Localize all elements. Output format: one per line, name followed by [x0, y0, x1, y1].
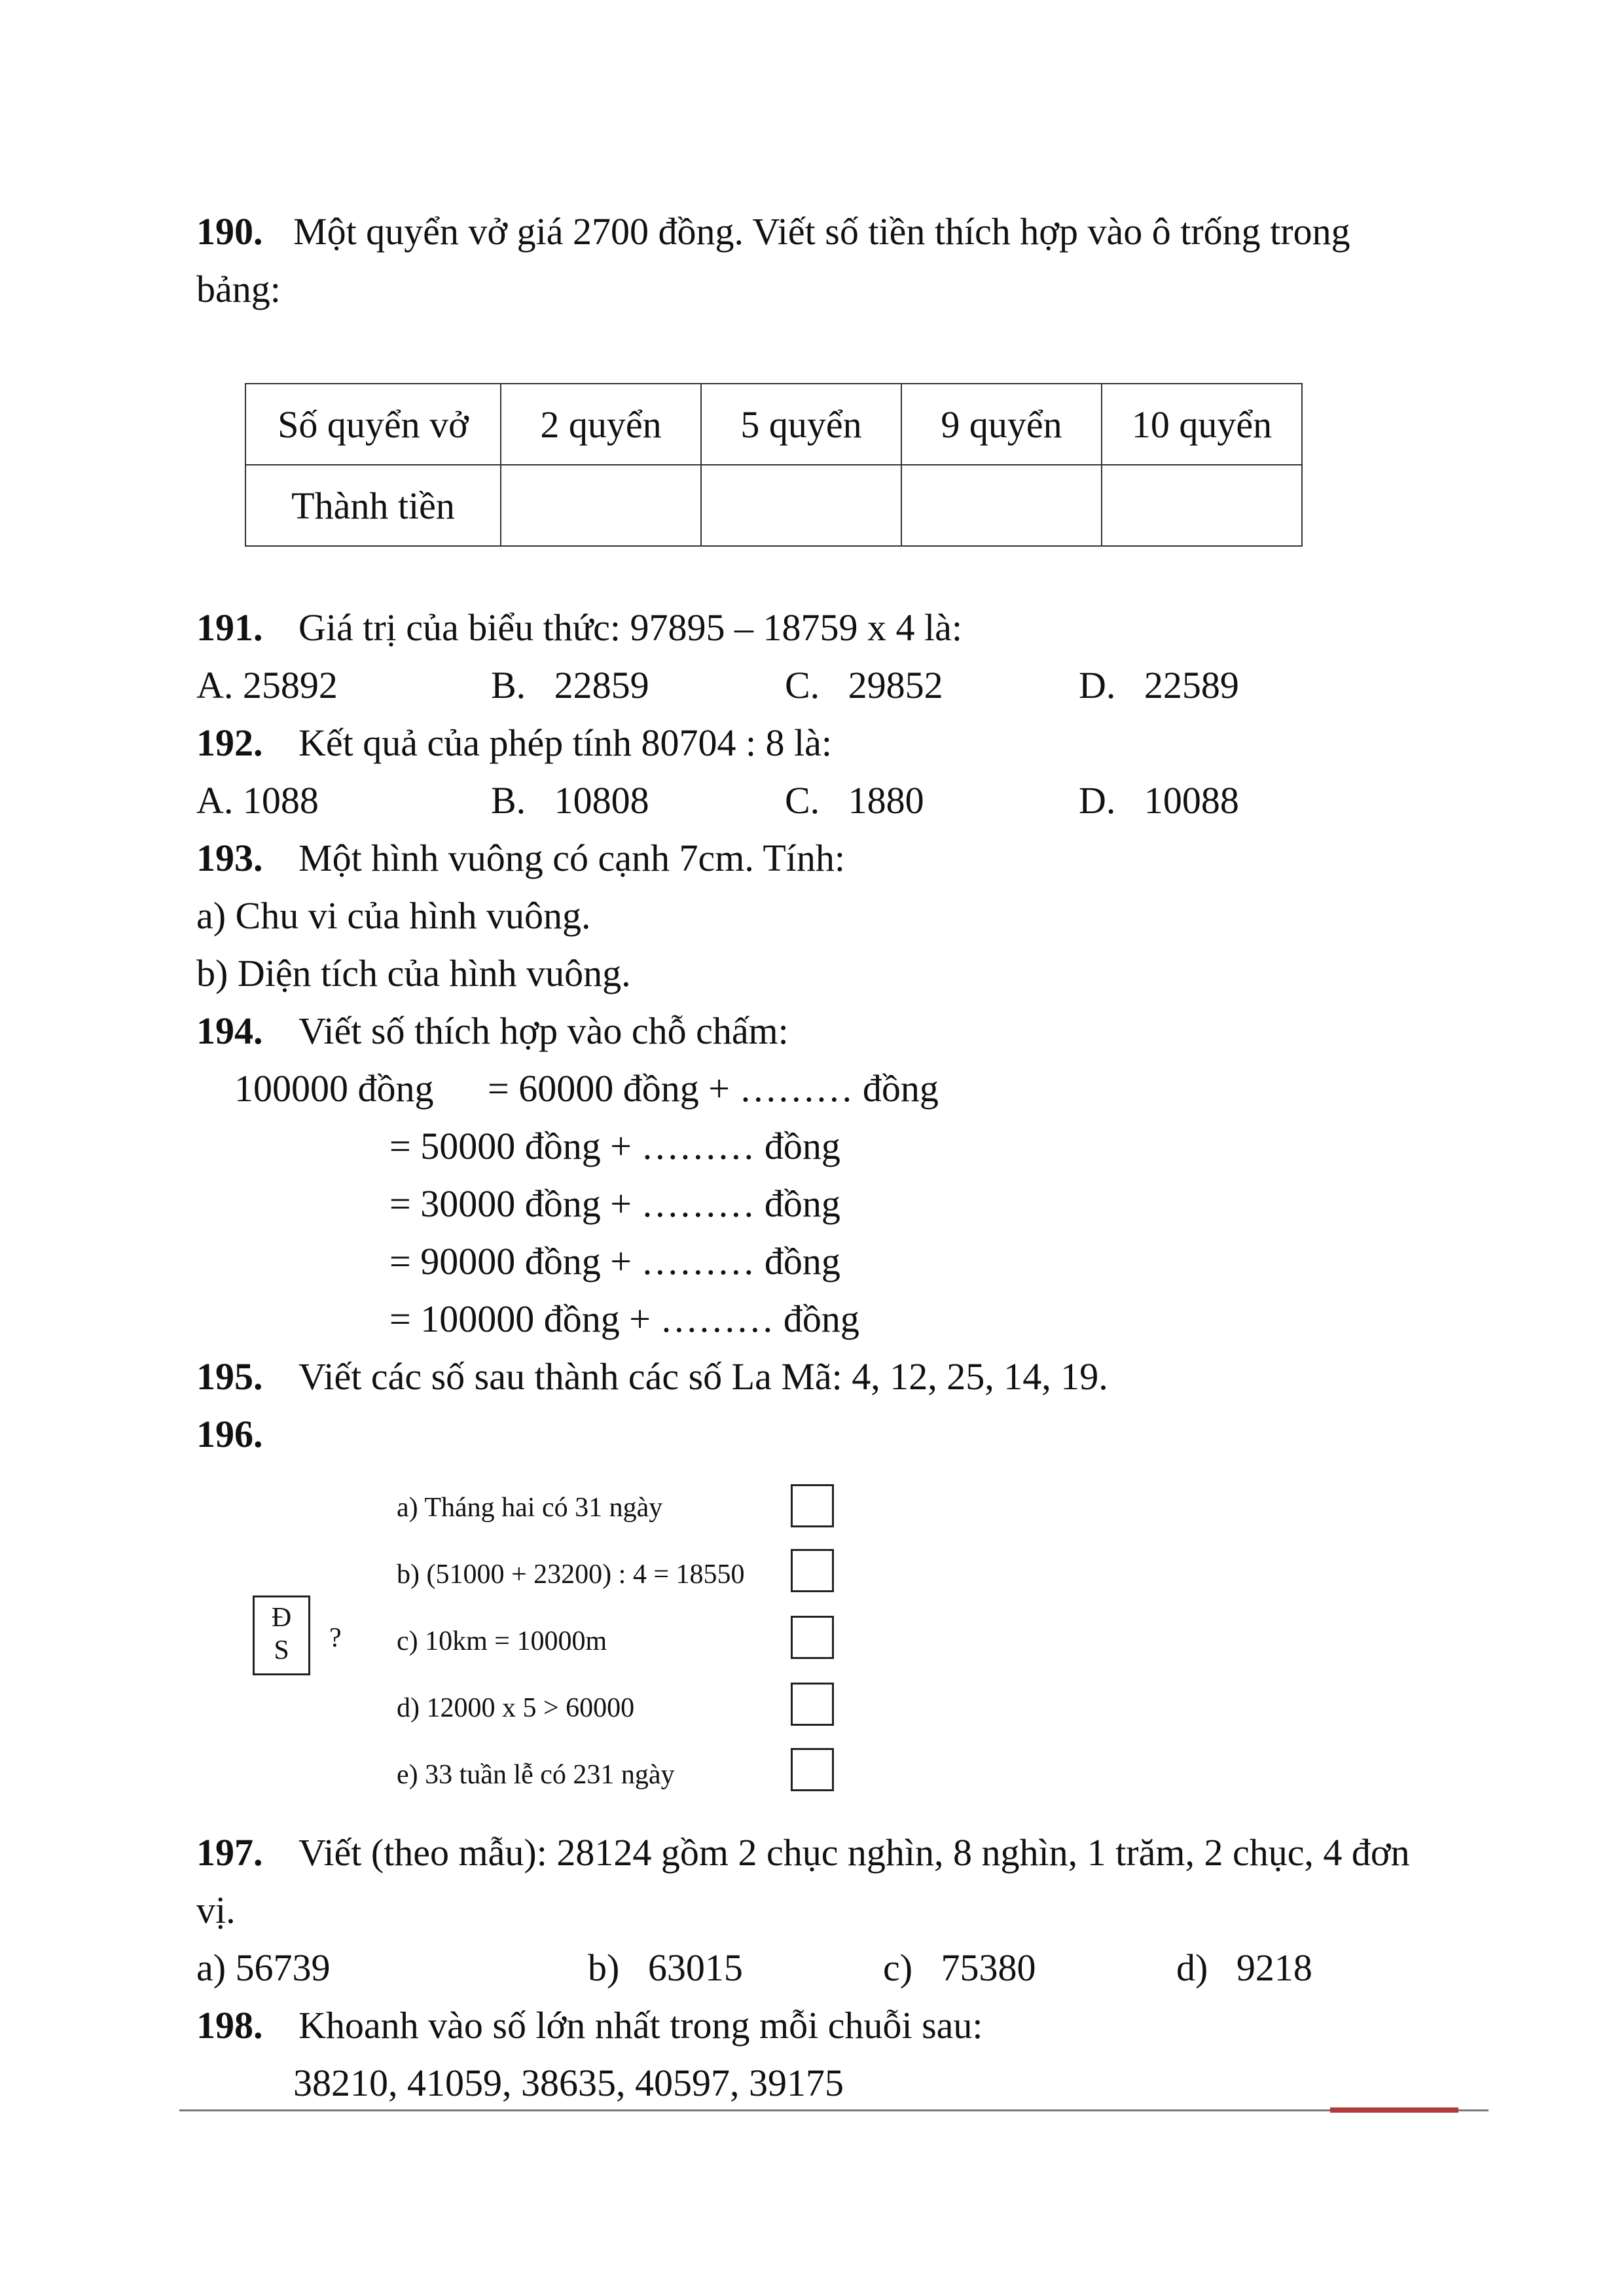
- answer-cell[interactable]: [1102, 465, 1302, 546]
- question-text: Viết các số sau thành các số La Mã: 4, 12, 25, 14, 19.: [298, 1355, 1108, 1398]
- answer-checkbox[interactable]: [791, 1549, 834, 1592]
- footer-accent-bar: [1330, 2107, 1458, 2113]
- table-header-cell: 10 quyển: [1102, 384, 1302, 465]
- footer-divider: [179, 2109, 1489, 2111]
- question-text: Khoanh vào số lớn nhất trong mỗi chuỗi sau:: [298, 2004, 983, 2047]
- option-b: b) 63015: [588, 1946, 743, 1989]
- true-label: Đ: [271, 1603, 292, 1633]
- question-mark: ?: [329, 1623, 342, 1653]
- q197-question: [196, 1824, 1410, 1882]
- statement-a: a) Tháng hai có 31 ngày: [397, 1493, 663, 1523]
- q196-question: [196, 1406, 263, 1463]
- question-number: 194.: [196, 1010, 263, 1052]
- option-d: d) 9218: [1176, 1946, 1312, 1989]
- table-row: [245, 384, 1302, 465]
- answer-cell[interactable]: [501, 465, 701, 546]
- question-number: 193.: [196, 837, 263, 879]
- question-text: Viết (theo mẫu): 28124 gồm 2 chục nghìn, 8 nghìn, 1 trăm, 2 chục, 4 đơn: [298, 1831, 1410, 1874]
- q194-question: [196, 1002, 789, 1060]
- q197-text-continued: vị.: [196, 1889, 236, 1931]
- table-row-label: Thành tiền: [245, 465, 501, 546]
- option-b[interactable]: B. 10808: [491, 779, 649, 822]
- option-d[interactable]: D. 22589: [1079, 664, 1239, 706]
- q194-line: = 90000 đồng + ……… đồng: [389, 1240, 840, 1283]
- answer-checkbox[interactable]: [791, 1683, 834, 1726]
- option-c[interactable]: C. 29852: [785, 664, 943, 706]
- option-a[interactable]: A. 1088: [196, 779, 319, 822]
- option-c[interactable]: C. 1880: [785, 779, 924, 822]
- answer-cell[interactable]: [901, 465, 1102, 546]
- q190-text: Một quyển vở giá 2700 đồng. Viết số tiền thích hợp vào ô trống trong bảng:: [196, 210, 1350, 310]
- statement-d: d) 12000 x 5 > 60000: [397, 1693, 635, 1723]
- option-d[interactable]: D. 10088: [1079, 779, 1239, 822]
- statement-b: b) (51000 + 23200) : 4 = 18550: [397, 1559, 745, 1590]
- false-label: S: [274, 1635, 289, 1666]
- table-header-cell: Số quyển vở: [245, 384, 501, 465]
- question-number: 198.: [196, 2004, 263, 2047]
- option-b[interactable]: B. 22859: [491, 664, 649, 706]
- answer-cell[interactable]: [701, 465, 901, 546]
- q192-question: [196, 714, 832, 772]
- q194-line: = 100000 đồng + ……… đồng: [389, 1298, 859, 1340]
- q198-series: 38210, 41059, 38635, 40597, 39175: [293, 2062, 844, 2104]
- question-text: Viết số thích hợp vào chỗ chấm:: [298, 1010, 789, 1052]
- statement-c: c) 10km = 10000m: [397, 1626, 607, 1656]
- question-number: 192.: [196, 721, 263, 764]
- table-row: [245, 465, 1302, 546]
- q193-part-b: b) Diện tích của hình vuông.: [196, 952, 631, 994]
- table-header-cell: 9 quyển: [901, 384, 1102, 465]
- q194-line: = 30000 đồng + ……… đồng: [389, 1182, 840, 1225]
- q191-question: [196, 599, 962, 657]
- q193-question: [196, 829, 845, 887]
- q195-question: [196, 1348, 1108, 1406]
- price-table: [245, 383, 1303, 547]
- option-c: c) 75380: [883, 1946, 1036, 1989]
- q194-line: = 60000 đồng + ……… đồng: [488, 1067, 939, 1110]
- question-text: Giá trị của biểu thức: 97895 – 18759 x 4 là:: [298, 606, 963, 649]
- question-number: 191.: [196, 606, 263, 649]
- q193-part-a: a) Chu vi của hình vuông.: [196, 894, 591, 937]
- table-header-cell: 2 quyển: [501, 384, 701, 465]
- question-number: 195.: [196, 1355, 263, 1398]
- option-a: a) 56739: [196, 1946, 331, 1989]
- question-number: 190.: [196, 210, 263, 253]
- answer-checkbox[interactable]: [791, 1484, 834, 1527]
- statement-e: e) 33 tuần lễ có 231 ngày: [397, 1760, 675, 1790]
- question-number: 196.: [196, 1413, 263, 1455]
- answer-checkbox[interactable]: [791, 1616, 834, 1659]
- q198-question: [196, 1997, 983, 2054]
- question-number: 197.: [196, 1831, 263, 1874]
- true-false-legend: [253, 1595, 310, 1675]
- table-header-cell: 5 quyển: [701, 384, 901, 465]
- option-a[interactable]: A. 25892: [196, 664, 338, 706]
- q194-lhs: 100000 đồng: [234, 1067, 434, 1110]
- answer-checkbox[interactable]: [791, 1748, 834, 1791]
- question-text: Một hình vuông có cạnh 7cm. Tính:: [298, 837, 845, 879]
- q194-line: = 50000 đồng + ……… đồng: [389, 1125, 840, 1167]
- question-text: Kết quả của phép tính 80704 : 8 là:: [298, 721, 833, 764]
